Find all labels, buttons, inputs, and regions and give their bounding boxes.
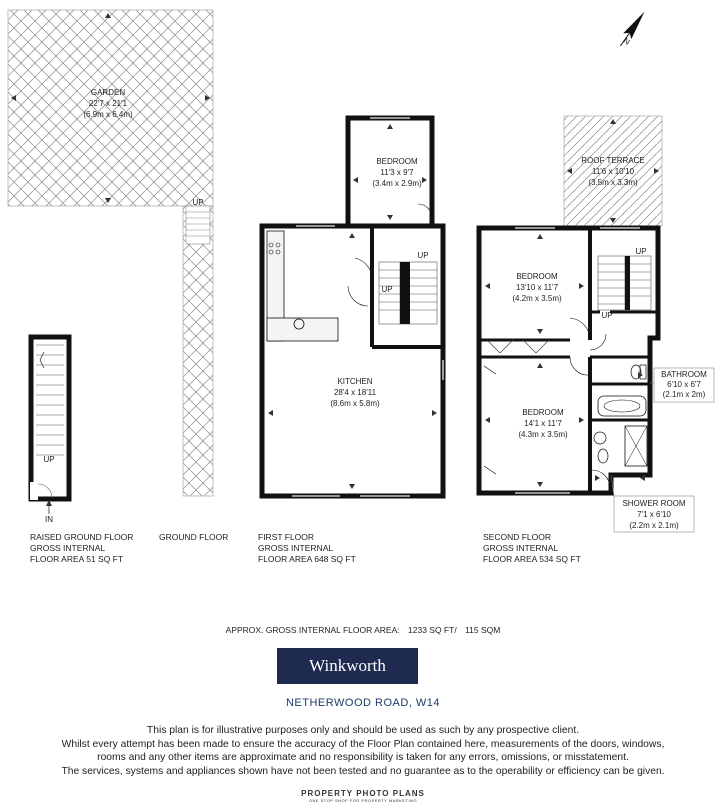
first-bedroom-imperial: 11'3 x 9'7 [380, 168, 414, 177]
shower-room-name: SHOWER ROOM [622, 499, 686, 508]
shower-room-imperial: 7'1 x 6'10 [637, 510, 671, 519]
second-bedroom-a-imperial: 13'10 x 11'7 [515, 283, 559, 292]
second-bedroom-b-name: BEDROOM [522, 408, 564, 417]
total-floor-area [0, 625, 726, 635]
second-floor-windows [515, 227, 640, 494]
second-bedroom-b-imperial: 14'1 x 11'7 [524, 419, 562, 428]
first-floor-title: FIRST FLOOR [258, 532, 315, 542]
garden-metric: (6.9m x 6.4m) [83, 110, 133, 119]
second-bedroom-a-metric: (4.2m x 3.5m) [512, 294, 562, 303]
second-bedroom-b-metric: (4.3m x 3.5m) [518, 430, 568, 439]
second-floor-stairs-up-label-2: UP [601, 311, 613, 320]
first-floor-stairs-up-label-2: UP [381, 285, 393, 294]
shower-room-metric: (2.2m x 2.1m) [629, 521, 679, 530]
bathroom-name: BATHROOM [661, 370, 707, 379]
first-bedroom-name: BEDROOM [376, 157, 418, 166]
garden-imperial: 22'7 x 21'1 [88, 99, 128, 108]
kitchen-imperial: 28'4 x 18'11 [333, 388, 377, 397]
first-floor-area: FLOOR AREA 648 SQ FT [258, 554, 356, 564]
bathroom-metric: (2.1m x 2m) [662, 390, 706, 399]
raised-ground-floor-caption [30, 532, 133, 565]
property-address: NETHERWOOD ROAD, W14 [285, 697, 441, 709]
raised-ground-up-label: UP [43, 455, 55, 464]
disclaimer-line: This plan is for illustrative purposes only and should be used as such by any prospective client. [146, 725, 580, 736]
disclaimer [0, 724, 726, 778]
garden-name: GARDEN [90, 88, 126, 97]
roof-terrace-imperial: 11'6 x 10'10 [591, 167, 635, 176]
first-floor-stairs-up-label: UP [417, 251, 429, 260]
ground-floor-caption [159, 532, 228, 543]
bathroom-imperial: 6'10 x 6'7 [667, 380, 701, 389]
total-area-sqft: 1233 SQ FT/ [408, 625, 457, 635]
brand-name: PROPERTY PHOTO PLANS [301, 789, 425, 798]
first-floor-plan [262, 117, 443, 497]
roof-terrace-metric: (3.5m x 3.3m) [588, 178, 638, 187]
ground-floor-title: GROUND FLOOR [159, 532, 229, 542]
disclaimer-line: Whilst every attempt has been made to ensure the accuracy of the Floor Plan contained here, measurements of the doors, windows, [61, 738, 665, 750]
first-bedroom-metric: (3.4m x 2.9m) [372, 179, 422, 188]
second-floor-area: FLOOR AREA 534 SQ FT [483, 554, 581, 564]
brand-footer [0, 789, 726, 803]
disclaimer-line: rooms and any other items are approximate and no responsibility is taken for any errors, omissions, or misstatement. [97, 752, 629, 763]
second-floor-plan [479, 228, 658, 493]
second-floor-gross: GROSS INTERNAL [483, 543, 559, 553]
first-floor-gross: GROSS INTERNAL [258, 543, 334, 553]
second-floor-stairs-up-label: UP [635, 247, 647, 256]
brand-tagline: ONE STOP SHOP FOR PROPERTY MARKETING [308, 798, 418, 803]
agent-logo [277, 648, 418, 684]
second-bedroom-a-name: BEDROOM [516, 272, 558, 281]
kitchen-name: KITCHEN [337, 377, 373, 386]
raised-ground-floor-plan [30, 337, 69, 514]
second-floor-caption [483, 532, 581, 565]
north-label: N [621, 36, 632, 47]
raised-ground-floor-gross: GROSS INTERNAL [30, 543, 106, 553]
raised-ground-floor-area: FLOOR AREA 51 SQ FT [30, 554, 124, 564]
total-area-label: APPROX. GROSS INTERNAL FLOOR AREA: [225, 625, 400, 635]
disclaimer-line: The services, systems and appliances shown have not been tested and no guarantee as to the operability or efficiency can be given. [61, 765, 665, 777]
first-floor-caption [258, 532, 356, 565]
roof-terrace-name: ROOF TERRACE [581, 156, 645, 165]
garden-steps-up-label: UP [192, 198, 204, 207]
second-floor-title: SECOND FLOOR [483, 532, 552, 542]
raised-ground-floor-title: RAISED GROUND FLOOR [30, 532, 134, 542]
agent-logo-text: Winkworth [309, 656, 386, 675]
entrance-in-label: IN [45, 515, 53, 524]
kitchen-metric: (8.6m x 5.8m) [330, 399, 380, 408]
total-area-sqm: 115 SQM [465, 625, 501, 635]
